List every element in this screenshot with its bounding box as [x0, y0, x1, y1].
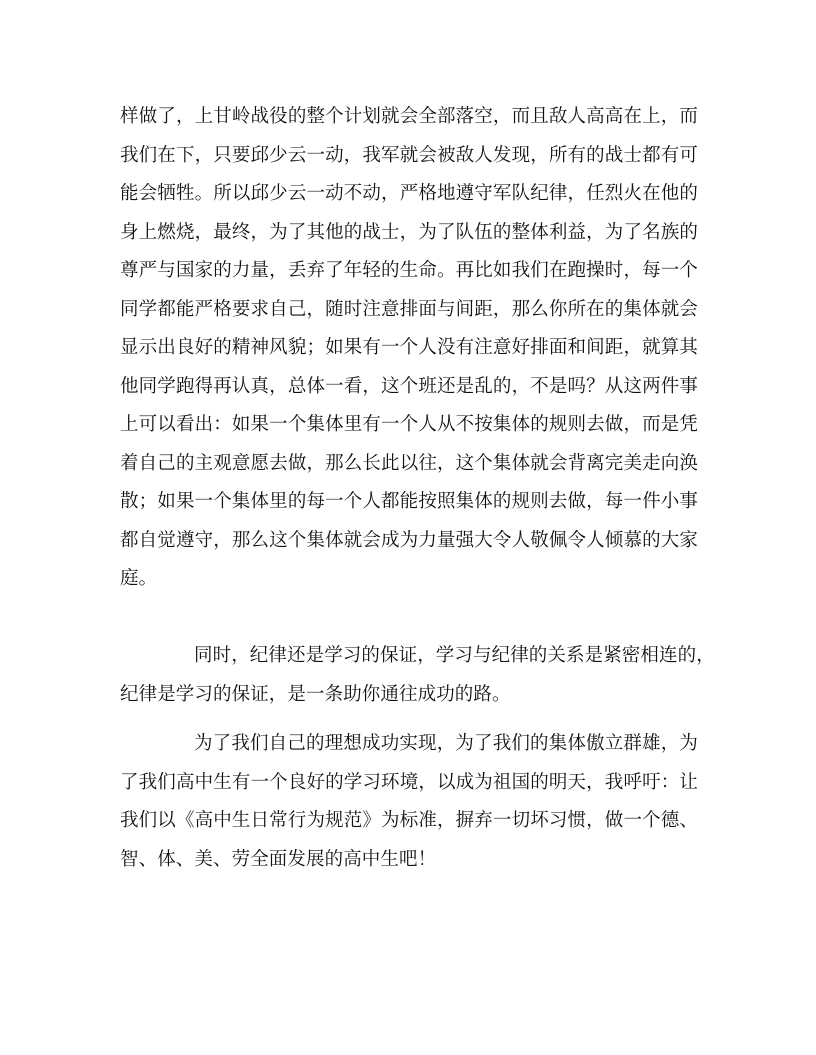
text-line: 都自觉遵守，那么这个集体就会成为力量强大令人敬佩令人倾慕的大家	[120, 529, 698, 551]
text-line: 同学都能严格要求自己，随时注意排面与间距，那么你所在的集体就会	[120, 298, 698, 320]
text-line: 能会牺牲。所以邱少云一动不动，严格地遵守军队纪律，任烈火在他的	[120, 183, 698, 204]
text-line: 智、体、美、劳全面发展的高中生吧！	[120, 848, 437, 870]
text-line: 显示出良好的精神风貌；如果有一个人没有注意好排面和间距，就算其	[120, 337, 698, 358]
text-line: 我们在下，只要邱少云一动，我军就会被敌人发现，所有的战士都有可	[120, 144, 698, 166]
text-line: 同时，纪律还是学习的保证，学习与纪律的关系是紧密相连的，	[194, 645, 715, 666]
text-line: 尊严与国家的力量，丢弃了年轻的生命。再比如我们在跑操时，每一个	[120, 260, 698, 281]
text-line: 上可以看出：如果一个集体里有一个人从不按集体的规则去做，而是凭	[120, 414, 698, 435]
text-line: 我们以《高中生日常行为规范》为标准，摒弃一切坏习惯，做一个德、	[120, 810, 698, 831]
text-line: 了我们高中生有一个良好的学习环境，以成为祖国的明天，我呼吁：让	[120, 771, 698, 793]
text-line: 他同学跑得再认真，总体一看，这个班还是乱的，不是吗？从这两件事	[120, 375, 698, 397]
text-line: 纪律是学习的保证，是一条助你通往成功的路。	[120, 683, 511, 705]
text-line: 庭。	[120, 568, 158, 589]
text-line: 样做了，上甘岭战役的整个计划就会全部落空，而且敌人高高在上，而	[120, 106, 698, 127]
text-line: 身上燃烧，最终，为了其他的战士，为了队伍的整体利益，为了名族的	[120, 221, 698, 243]
text-line: 着自己的主观意愿去做，那么长此以往，这个集体就会背离完美走向涣	[120, 452, 698, 474]
text-line: 为了我们自己的理想成功实现，为了我们的集体傲立群雄，为	[194, 733, 698, 754]
text-line: 散；如果一个集体里的每一个人都能按照集体的规则去做，每一件小事	[120, 491, 698, 512]
